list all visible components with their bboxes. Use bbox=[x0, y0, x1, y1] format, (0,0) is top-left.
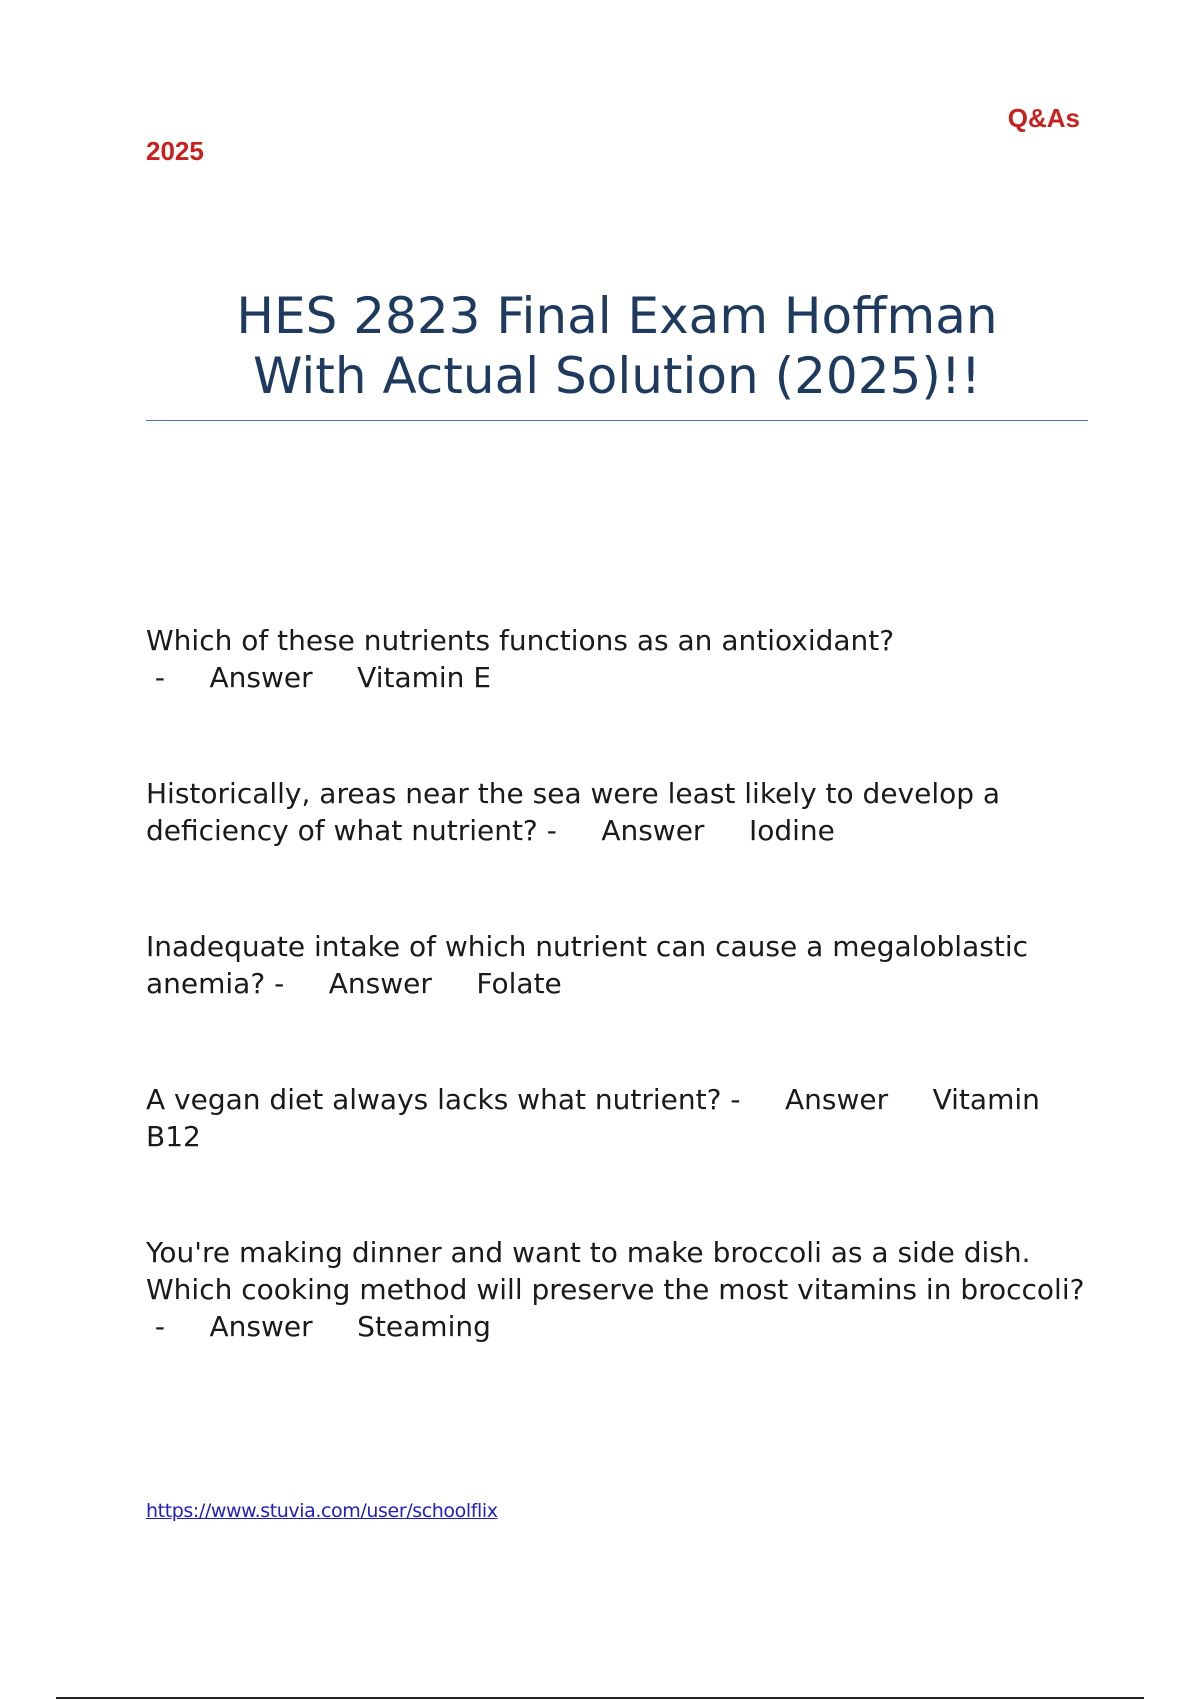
answer-value: Iodine bbox=[748, 814, 835, 847]
question-text: Which of these nutrients functions as an antioxidant? bbox=[146, 624, 895, 657]
question-separator: - bbox=[537, 814, 566, 847]
title-line-2: With Actual Solution (2025)!! bbox=[253, 347, 981, 405]
answer-label: Answer bbox=[209, 661, 313, 694]
header-year: 2025 bbox=[146, 136, 204, 166]
qa-item bbox=[146, 928, 1096, 1002]
title-line-1: HES 2823 Final Exam Hoffman bbox=[236, 287, 998, 345]
qa-item bbox=[146, 775, 1096, 849]
qa-list bbox=[146, 622, 1096, 1345]
question-separator: - bbox=[146, 661, 174, 694]
answer-label: Answer bbox=[784, 1083, 889, 1116]
question-separator: - bbox=[146, 1310, 174, 1343]
answer-label: Answer bbox=[209, 1310, 313, 1343]
page-bottom-divider bbox=[56, 1697, 1144, 1699]
question-text: Inadequate intake of which nutrient can cause a megaloblastic anemia? bbox=[146, 930, 1028, 1000]
qa-item bbox=[146, 1234, 1096, 1345]
question-separator: - bbox=[721, 1083, 750, 1116]
answer-value: Vitamin E bbox=[357, 661, 492, 694]
answer-label: Answer bbox=[328, 967, 432, 1000]
question-text: A vegan diet always lacks what nutrient? bbox=[146, 1083, 722, 1116]
answer-label: Answer bbox=[601, 814, 705, 847]
document-title bbox=[146, 286, 1088, 406]
answer-value: Steaming bbox=[357, 1310, 491, 1343]
question-text: Historically, areas near the sea were least likely to develop a deficiency of what nutrient? bbox=[146, 777, 1001, 847]
question-separator: - bbox=[265, 967, 294, 1000]
answer-value: Folate bbox=[476, 967, 562, 1000]
title-divider bbox=[146, 420, 1088, 421]
qa-item bbox=[146, 622, 1096, 696]
source-link[interactable]: https://www.stuvia.com/user/schoolflix bbox=[146, 1500, 498, 1522]
header-tag: Q&As bbox=[1007, 103, 1080, 133]
question-text: You're making dinner and want to make broccoli as a side dish. Which cooking method will preserve the most vitamins in broccoli? bbox=[146, 1236, 1085, 1306]
qa-item bbox=[146, 1081, 1096, 1155]
answer-value: Vitamin B12 bbox=[146, 1083, 1040, 1153]
